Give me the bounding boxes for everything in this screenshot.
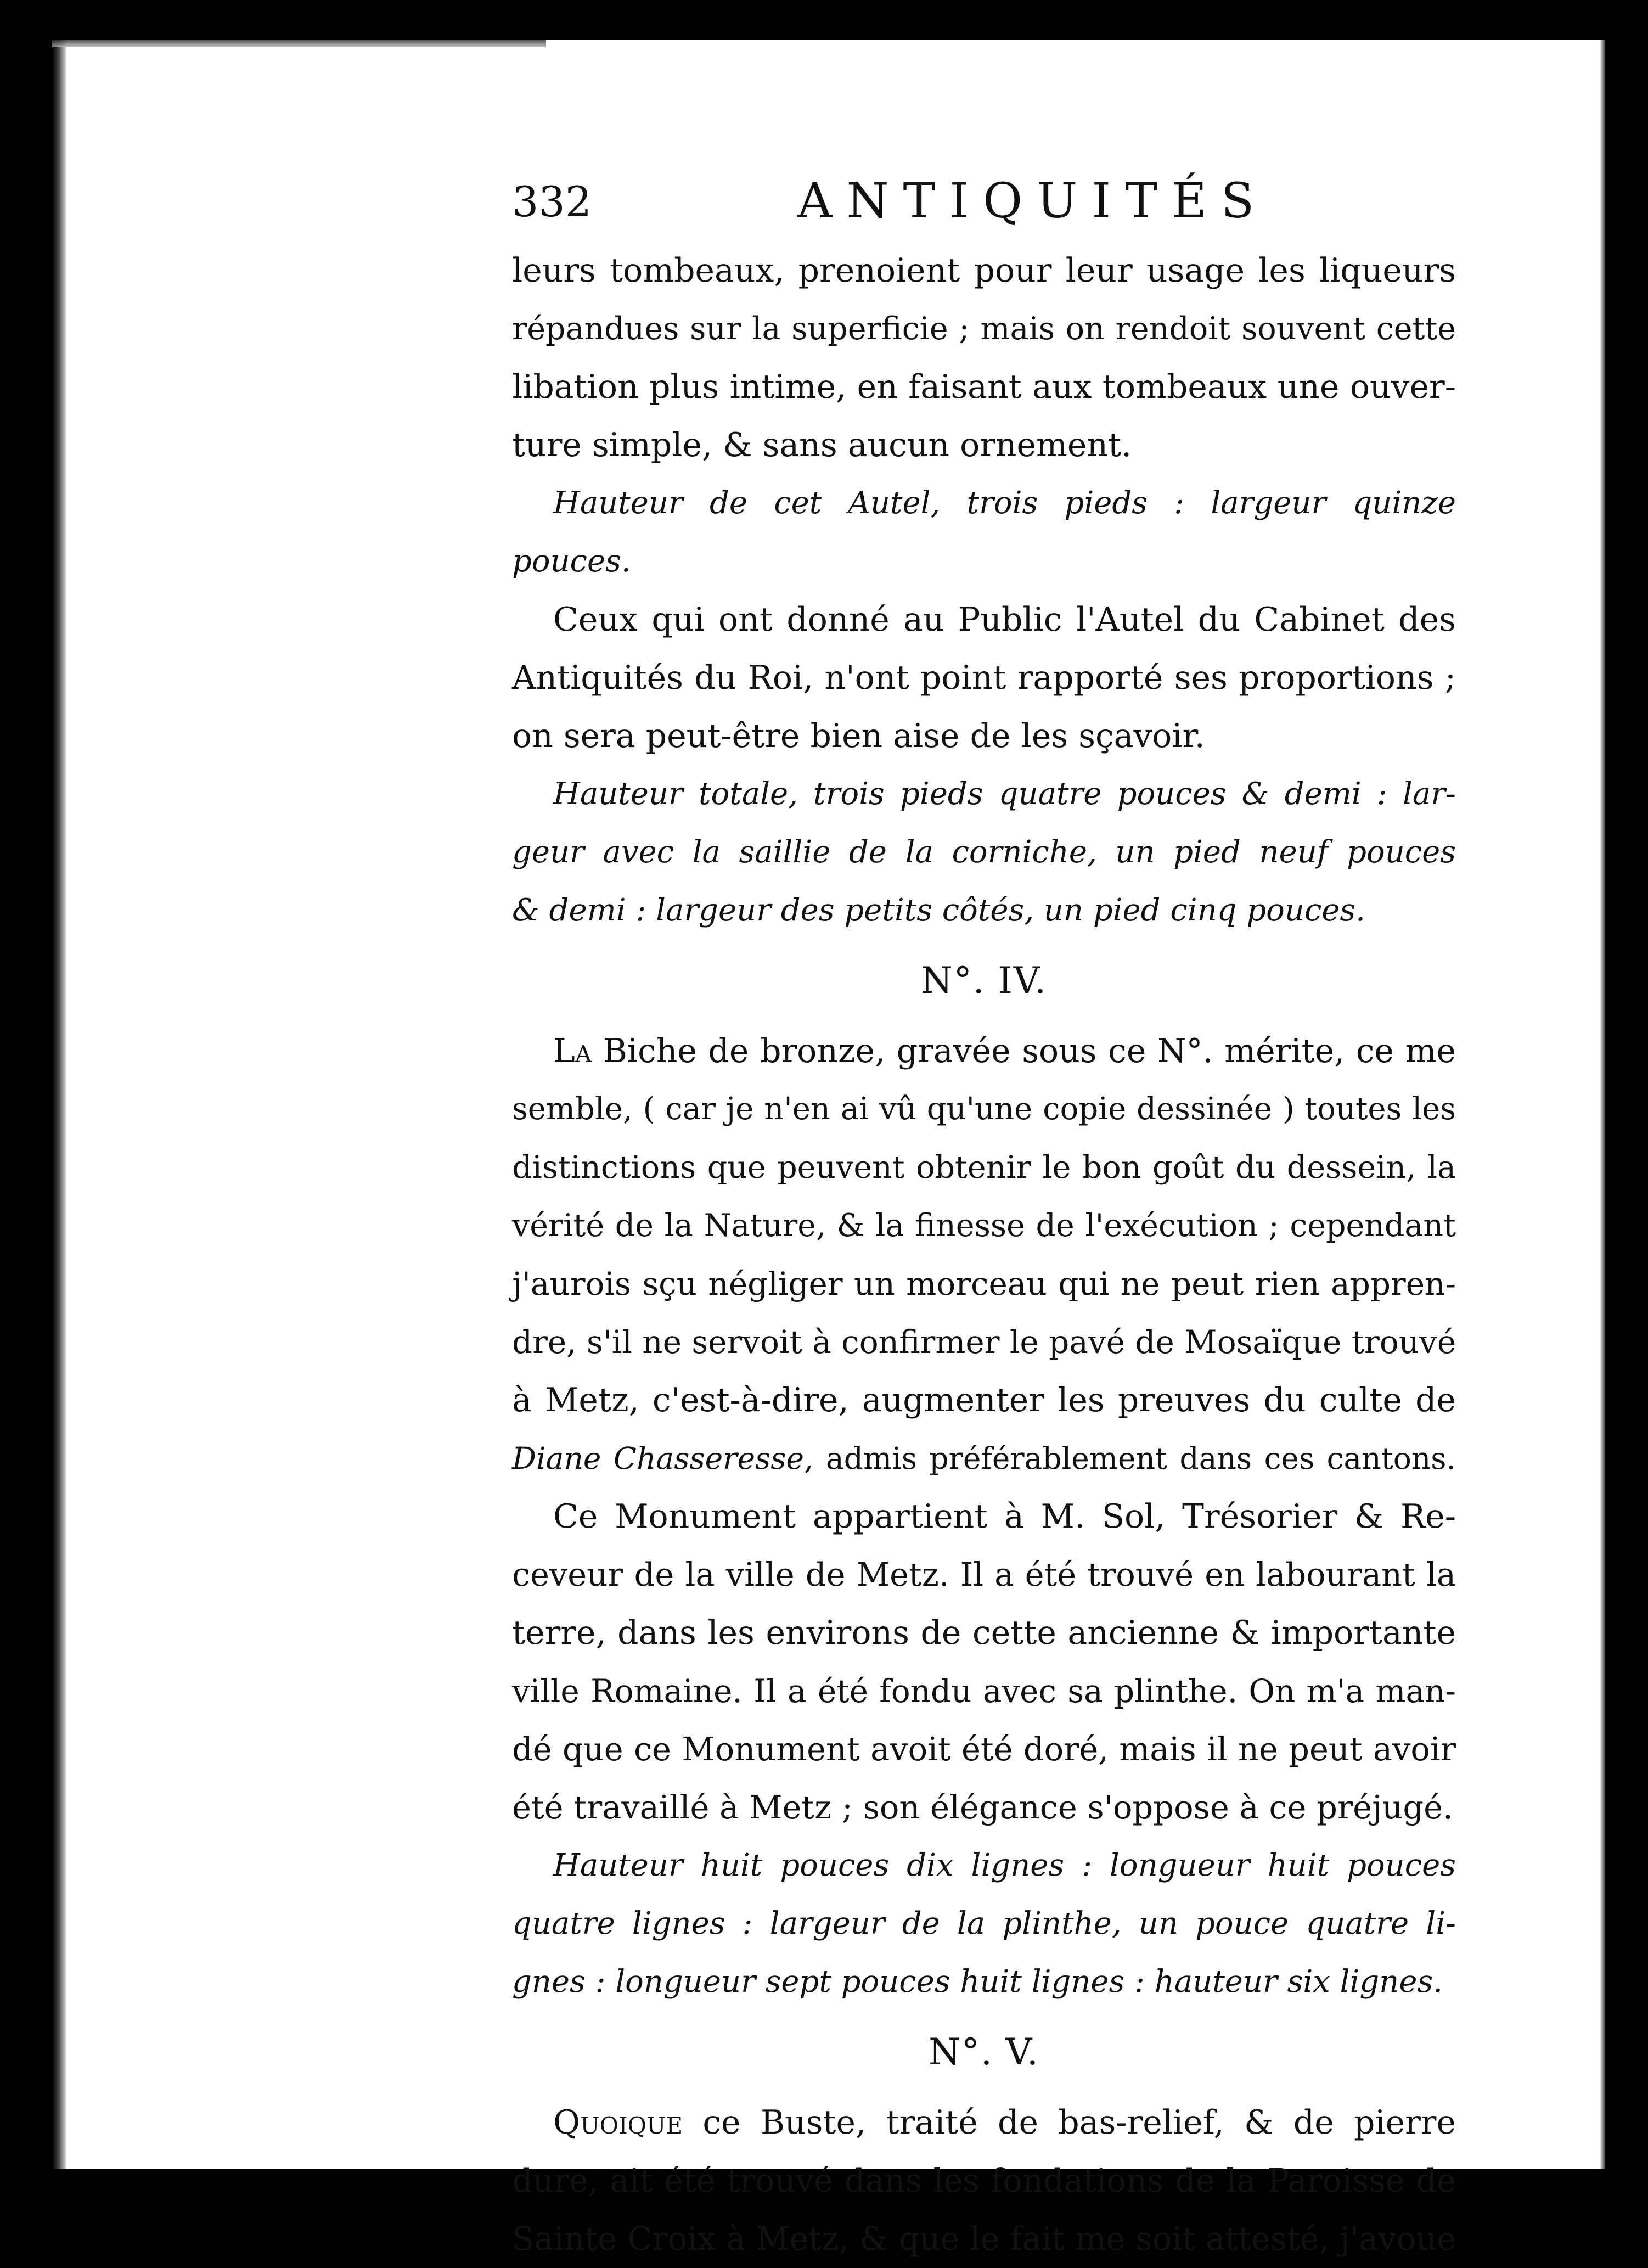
text-line: semble, ( car je n'en ai vû qu'une copie dessinée ) toutes les (512, 1091, 1456, 1127)
text-line: pouces. (512, 543, 631, 579)
text-line: distinctions que peuvent obtenir le bon goût du dessein, la (512, 1149, 1456, 1186)
scan-shadow-top (52, 40, 546, 47)
text-span: ce Buste, traité de bas-relief, & de pierre (683, 2103, 1456, 2142)
text-line: Sainte Croix à Metz, & que le fait me soit attesté, j'avoue (512, 2220, 1456, 2258)
text-line: leurs tombeaux, prenoient pour leur usage les liqueurs (512, 251, 1456, 290)
dimensions-biche (512, 1837, 1456, 2011)
text-line: dre, s'il ne servoit à confirmer le pavé de Mosaïque trouvé (512, 1323, 1456, 1361)
text-line (512, 1022, 1456, 1080)
text-line: ceveur de la ville de Metz. Il a été trouvé en labourant la (512, 1556, 1456, 1593)
text-line: terre, dans les environs de cette ancienne & importante (512, 1614, 1456, 1652)
text-line: vérité de la Nature, & la finesse de l'exécution ; cependant (512, 1208, 1456, 1244)
paragraph-biche (512, 1022, 1456, 1487)
dimensions-totale (512, 765, 1456, 940)
text-span: , admis préférablement dans ces cantons. (804, 1441, 1456, 1476)
text-span: Biche de bronze, gravée sous ce N°. mérite, ce me (592, 1032, 1456, 1070)
text-line: geur avec la saillie de la corniche, un pied neuf pouces (512, 834, 1456, 870)
text-block (512, 165, 1456, 2268)
text-line: quatre lignes : largeur de la plinthe, un pouce quatre li- (512, 1906, 1456, 1941)
paragraph-cabinet (512, 591, 1456, 765)
text-line: Hauteur totale, trois pieds quatre pouces & demi : lar- (553, 776, 1456, 812)
italic-name: Diane Chasseresse (512, 1441, 805, 1476)
section-heading-iv: N°. IV. (921, 959, 1047, 1002)
text-line: répandues sur la superficie ; mais on rendoit souvent cette (512, 311, 1456, 347)
text-line: Hauteur huit pouces dix lignes : longueur huit pouces (553, 1848, 1456, 1883)
text-line: dé que ce Monument avoit été doré, mais il ne peut avoir (512, 1730, 1456, 1768)
text-line: Antiquités du Roi, n'ont point rapporté ses proportions ; (512, 659, 1456, 697)
paragraph-tombeaux (512, 242, 1456, 474)
initial-word: Quoique (553, 2103, 683, 2142)
text-line: libation plus intime, en faisant aux tombeaux une ouver- (512, 368, 1456, 406)
text-line: ture simple, & sans aucun ornement. (512, 426, 1132, 464)
paragraph-monument (512, 1487, 1456, 1837)
page-number: 332 (512, 177, 592, 226)
text-line: j'aurois sçu négliger un morceau qui ne peut rien appren- (512, 1265, 1456, 1303)
scan-shadow-right (1600, 40, 1605, 2169)
text-line: ville Romaine. Il a été fondu avec sa plinthe. On m'a man- (512, 1672, 1456, 1710)
text-line: & demi : largeur des petits côtés, un pied cinq pouces. (512, 892, 1365, 928)
text-line: Ceux qui ont donné au Public l'Autel du Cabinet des (553, 600, 1456, 639)
text-line: on sera peut-être bien aise de les sçavoir. (512, 717, 1205, 755)
text-line: Hauteur de cet Autel, trois pieds : largeur quinze (553, 485, 1456, 521)
text-line: Ce Monument appartient à M. Sol, Trésorier & Re- (553, 1497, 1456, 1536)
text-line: dure, ait été trouvé dans les fondations de la Paroisse de (512, 2162, 1456, 2199)
text-line: gnes : longueur sept pouces huit lignes : hauteur six lignes. (512, 1964, 1443, 2000)
paragraph-buste (512, 2093, 1456, 2268)
text-line: à Metz, c'est-à-dire, augmenter les preuves du culte de (512, 1381, 1456, 1419)
dimensions-autel (512, 474, 1456, 591)
text-line (512, 1429, 1456, 1487)
text-line: été travaillé à Metz ; son élégance s'oppose à ce préjugé. (512, 1788, 1453, 1826)
running-head (512, 165, 1456, 242)
running-title: ANTIQUITÉS (797, 172, 1269, 229)
initial-word: La (553, 1032, 592, 1070)
text-line (512, 2093, 1456, 2152)
section-heading-v: N°. V. (929, 2031, 1039, 2073)
scan-shadow-left (52, 40, 66, 2169)
